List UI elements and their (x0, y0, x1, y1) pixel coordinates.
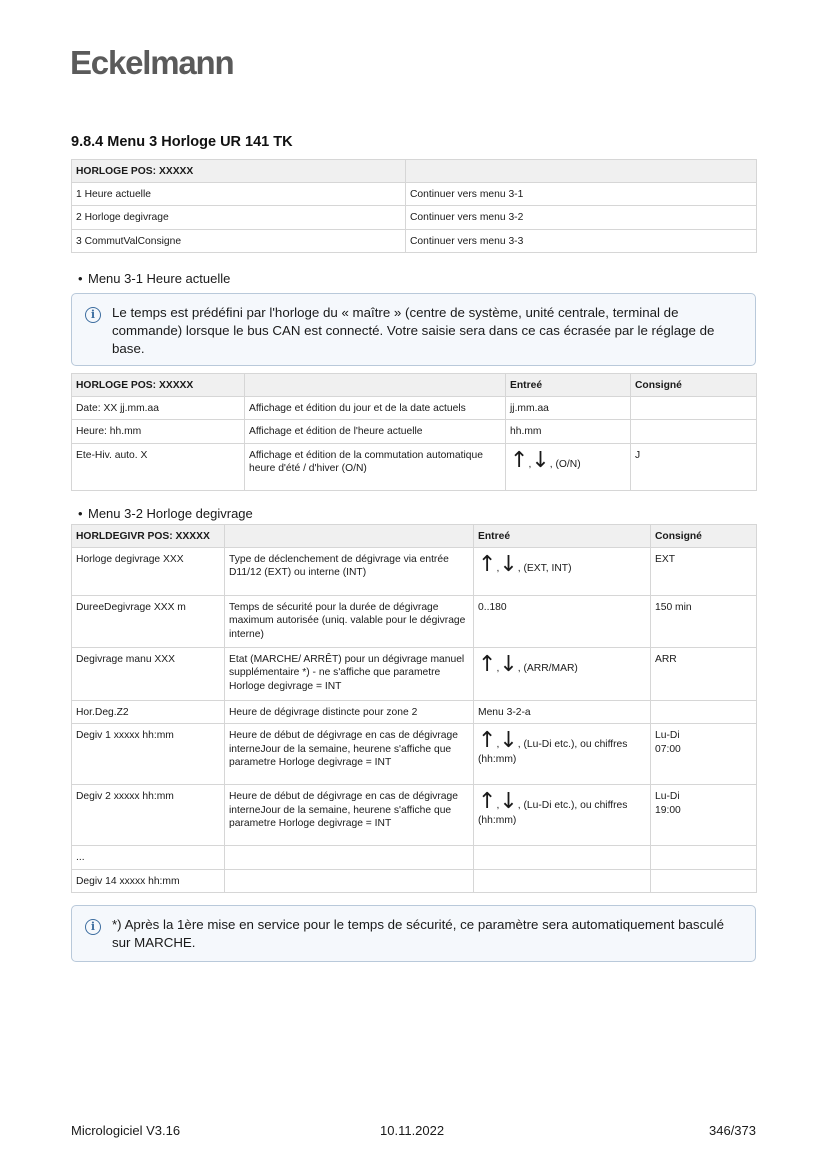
param-description: Affichage et édition de la commutation automatique heure d'été / d'hiver (O/N) (245, 443, 506, 490)
param-setpoint (651, 869, 757, 892)
param-description: Temps de sécurité pour la durée de dégivrage maximum autorisée (uniq. valable pour le dégivrage interne) (225, 596, 474, 648)
param-setpoint: EXT (651, 548, 757, 596)
param-setpoint (651, 785, 757, 846)
brand-logo: Eckelmann (70, 44, 234, 81)
param-setpoint: 150 min (651, 596, 757, 648)
param-name: Degiv 1 xxxxx hh:mm (72, 724, 225, 785)
menu-table (71, 159, 757, 253)
param-description (225, 846, 474, 869)
param-description: Affichage et édition de l'heure actuelle (245, 420, 506, 443)
info-box-safety (71, 905, 756, 962)
menu-item-action: Continuer vers menu 3-1 (406, 183, 757, 206)
table-row (72, 548, 757, 596)
info-circle-icon: i (85, 307, 101, 323)
arrow-down-icon: ↓ (499, 552, 518, 578)
bullet-text: Menu 3-2 Horloge degivrage (88, 506, 253, 521)
param-name: Horloge degivrage XXX (72, 548, 225, 596)
param-entry: hh.mm (506, 420, 631, 443)
entry-options: , (EXT, INT) (517, 563, 572, 575)
defrost-table (71, 524, 757, 893)
entry-options: , (Lu-Di etc.), ou chiffres (517, 800, 628, 812)
param-entry: jj.mm.aa (506, 397, 631, 420)
param-entry (474, 846, 651, 869)
column-header: Entreé (506, 374, 631, 397)
param-description: Etat (MARCHE/ ARRÊT) pour un dégivrage manuel supplémentaire *) - ne s'affiche que parametre Horloge degivrage = INT (225, 648, 474, 701)
param-setpoint (651, 701, 757, 724)
menu-item-action: Continuer vers menu 3-2 (406, 206, 757, 229)
param-description: Affichage et édition du jour et de la date actuels (245, 397, 506, 420)
param-entry: ↑,↓, (O/N) (506, 443, 631, 490)
column-header: HORLOGE POS: XXXXX (72, 374, 245, 397)
param-description (225, 869, 474, 892)
param-entry: ↑,↓, (Lu-Di etc.), ou chiffres (hh:mm) (474, 785, 651, 846)
arrow-up-icon: ↑ (478, 652, 497, 678)
param-setpoint (631, 420, 757, 443)
menu-item-label: 1 Heure actuelle (72, 183, 406, 206)
param-setpoint (651, 846, 757, 869)
setpoint-day: Lu-Di (655, 791, 680, 803)
param-name: Heure: hh.mm (72, 420, 245, 443)
arrow-up-icon: ↑ (478, 728, 497, 754)
entry-options: , (ARR/MAR) (517, 663, 578, 675)
column-header (225, 525, 474, 548)
param-name: DureeDegivrage XXX m (72, 596, 225, 648)
table-row (72, 701, 757, 724)
arrow-up-icon: ↑ (478, 789, 497, 815)
menu-item-label: 2 Horloge degivrage (72, 206, 406, 229)
entry-options-line2: (hh:mm) (478, 815, 517, 827)
table-row (72, 420, 757, 443)
param-setpoint (651, 724, 757, 785)
bullet-menu-3-1 (78, 271, 230, 286)
table-row (72, 869, 757, 892)
setpoint-time: 07:00 (655, 743, 681, 755)
table-row (72, 206, 757, 229)
param-name: ... (72, 846, 225, 869)
info-box-can (71, 293, 756, 366)
arrow-up-icon: ↑ (510, 447, 529, 473)
param-description: Heure de début de dégivrage en cas de dégivrage interneJour de la semaine, heurene s'affiche que parametre Horloge degivrage = INT (225, 724, 474, 785)
setpoint-day: Lu-Di (655, 730, 680, 742)
param-setpoint (631, 397, 757, 420)
param-name: Degiv 14 xxxxx hh:mm (72, 869, 225, 892)
bullet-dot-icon: • (78, 271, 83, 286)
table-row (72, 724, 757, 785)
column-header: Entreé (474, 525, 651, 548)
param-entry: ↑,↓, (ARR/MAR) (474, 648, 651, 701)
param-name: Hor.Deg.Z2 (72, 701, 225, 724)
param-description: Heure de dégivrage distincte pour zone 2 (225, 701, 474, 724)
param-setpoint: J (631, 443, 757, 490)
info-text: *) Après la 1ère mise en service pour le temps de sécurité, ce paramètre sera automatiquement basculé sur MARCHE. (112, 917, 724, 950)
arrow-up-icon: ↑ (478, 552, 497, 578)
info-text: Le temps est prédéfini par l'horloge du « maître » (centre de système, unité centrale, terminal de commande) lorsque le bus CAN est connecté. Votre saisie sera dans ce cas écrasée par le réglage de base. (112, 305, 715, 356)
param-setpoint: ARR (651, 648, 757, 701)
param-description: Heure de début de dégivrage en cas de dégivrage interneJour de la semaine, heurene s'affiche que parametre Horloge degivrage = INT (225, 785, 474, 846)
entry-options-line2: (hh:mm) (478, 754, 517, 766)
arrow-down-icon: ↓ (499, 728, 518, 754)
table-header-row (72, 374, 757, 397)
column-header: HORLOGE POS: XXXXX (72, 160, 406, 183)
info-circle-icon: i (85, 919, 101, 935)
column-header (406, 160, 757, 183)
footer-page-number: 346/373 (709, 1123, 756, 1138)
param-name: Degiv 2 xxxxx hh:mm (72, 785, 225, 846)
param-entry: Menu 3-2-a (474, 701, 651, 724)
table-row (72, 443, 757, 490)
entry-options: , (O/N) (549, 458, 581, 470)
param-name: Degivrage manu XXX (72, 648, 225, 701)
bullet-text: Menu 3-1 Heure actuelle (88, 271, 231, 286)
table-row (72, 596, 757, 648)
setpoint-time: 19:00 (655, 804, 681, 816)
arrow-down-icon: ↓ (499, 789, 518, 815)
param-entry: ↑,↓, (EXT, INT) (474, 548, 651, 596)
table-row (72, 183, 757, 206)
param-name: Date: XX jj.mm.aa (72, 397, 245, 420)
table-row (72, 846, 757, 869)
column-header: HORLDEGIVR POS: XXXXX (72, 525, 225, 548)
table-row (72, 648, 757, 701)
table-header-row (72, 160, 757, 183)
arrow-down-icon: ↓ (499, 652, 518, 678)
column-header (245, 374, 506, 397)
bullet-menu-3-2 (78, 506, 253, 521)
param-entry: ↑,↓, (Lu-Di etc.), ou chiffres (hh:mm) (474, 724, 651, 785)
menu-item-action: Continuer vers menu 3-3 (406, 229, 757, 252)
footer-date: 10.11.2022 (380, 1123, 445, 1138)
entry-options: , (Lu-Di etc.), ou chiffres (517, 739, 628, 751)
param-description: Type de déclenchement de dégivrage via entrée D11/12 (EXT) ou interne (INT) (225, 548, 474, 596)
column-header: Consigné (631, 374, 757, 397)
clock-table (71, 373, 757, 491)
param-entry (474, 869, 651, 892)
arrow-down-icon: ↓ (531, 447, 550, 473)
param-name: Ete-Hiv. auto. X (72, 443, 245, 490)
table-row (72, 785, 757, 846)
table-header-row (72, 525, 757, 548)
footer-firmware: Micrologiciel V3.16 (71, 1123, 181, 1138)
section-title: 9.8.4 Menu 3 Horloge UR 141 TK (71, 134, 293, 150)
table-row (72, 229, 757, 252)
bullet-dot-icon: • (78, 506, 83, 521)
param-entry: 0..180 (474, 596, 651, 648)
column-header: Consigné (651, 525, 757, 548)
table-row (72, 397, 757, 420)
menu-item-label: 3 CommutValConsigne (72, 229, 406, 252)
